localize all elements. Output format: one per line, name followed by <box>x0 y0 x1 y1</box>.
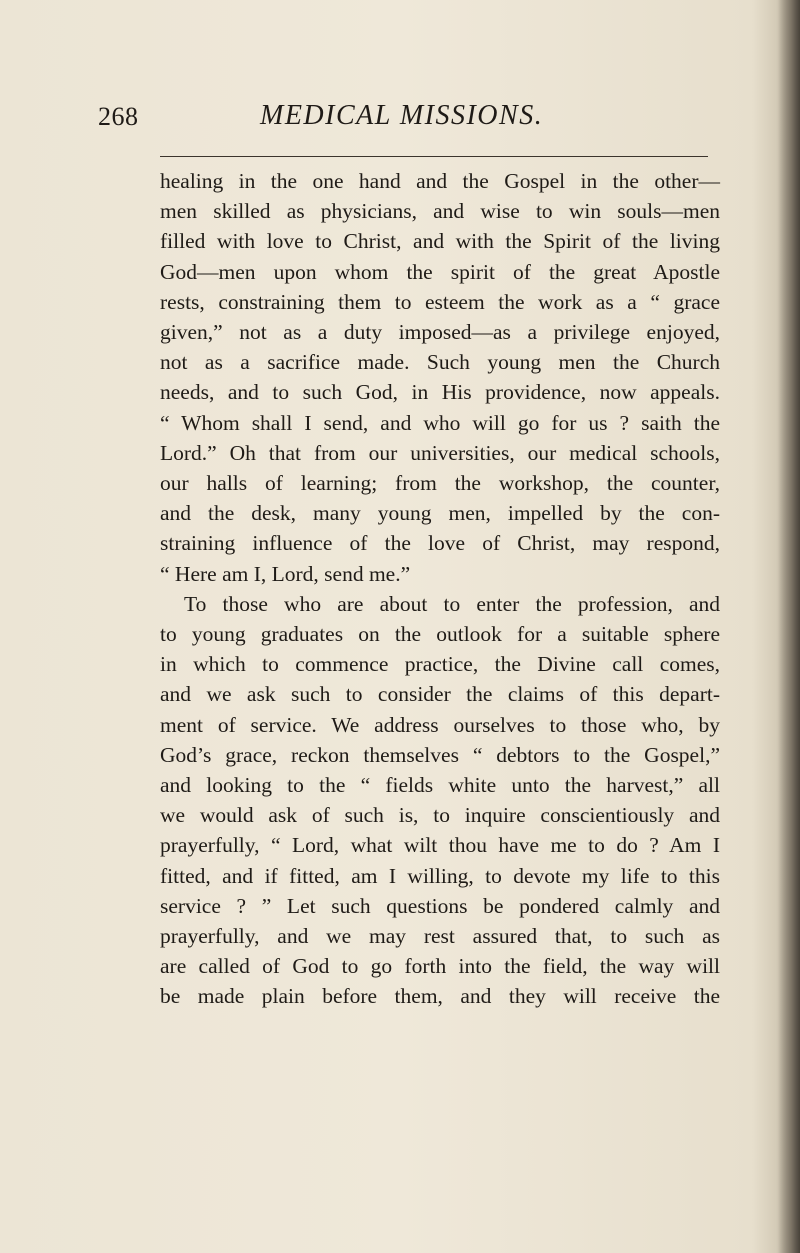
text-line: needs, and to such God, in His providence, now appeals. <box>160 380 720 405</box>
text-line: and looking to the “ fields white unto the harvest,” all <box>160 773 720 798</box>
text-line: Lord.” Oh that from our universities, our medical schools, <box>160 440 720 465</box>
text-line: God—men upon whom the spirit of the great Apostle <box>160 259 720 284</box>
text-line: To those who are about to enter the profession, and <box>184 591 720 616</box>
text-line: rests, constraining them to esteem the work as a “ grace <box>160 289 720 314</box>
text-line: “ Whom shall I send, and who will go for us ? saith the <box>160 410 720 435</box>
page-number: 268 <box>98 102 139 131</box>
text-line: our halls of learning; from the workshop, the counter, <box>160 471 720 496</box>
text-line: prayerfully, and we may rest assured that, to such as <box>160 924 720 949</box>
text-line: straining influence of the love of Christ, may respond, <box>160 531 720 556</box>
page-edge-shadow <box>778 0 800 1253</box>
text-line: God’s grace, reckon themselves “ debtors to the Gospel,” <box>160 742 720 767</box>
text-line: ment of service. We address ourselves to those who, by <box>160 712 720 737</box>
running-title: MEDICAL MISSIONS. <box>260 100 544 131</box>
text-line: to young graduates on the outlook for a suitable sphere <box>160 622 720 647</box>
text-line: men skilled as physicians, and wise to win souls—men <box>160 199 720 224</box>
text-line: in which to commence practice, the Divine call comes, <box>160 652 720 677</box>
text-line: be made plain before them, and they will receive the <box>160 984 720 1009</box>
text-line: prayerfully, “ Lord, what wilt thou have me to do ? Am I <box>160 833 720 858</box>
text-line: “ Here am I, Lord, send me.” <box>160 561 411 586</box>
page-header <box>98 96 724 136</box>
text-line: healing in the one hand and the Gospel in the other— <box>160 169 720 193</box>
text-line: given,” not as a duty imposed—as a privilege enjoyed, <box>160 320 720 345</box>
text-line: service ? ” Let such questions be pondered calmly and <box>160 893 720 918</box>
text-line: filled with love to Christ, and with the Spirit of the living <box>160 229 720 254</box>
text-line: fitted, and if fitted, am I willing, to devote my life to this <box>160 863 720 888</box>
body-text <box>160 166 720 1012</box>
text-line: and the desk, many young men, impelled by the con- <box>160 501 720 526</box>
text-line: and we ask such to consider the claims of this depart- <box>160 682 720 707</box>
header-rule <box>160 156 708 157</box>
text-line: not as a sacrifice made. Such young men the Church <box>160 350 720 375</box>
text-line: we would ask of such is, to inquire conscientiously and <box>160 803 720 828</box>
text-line: are called of God to go forth into the field, the way will <box>160 954 720 979</box>
